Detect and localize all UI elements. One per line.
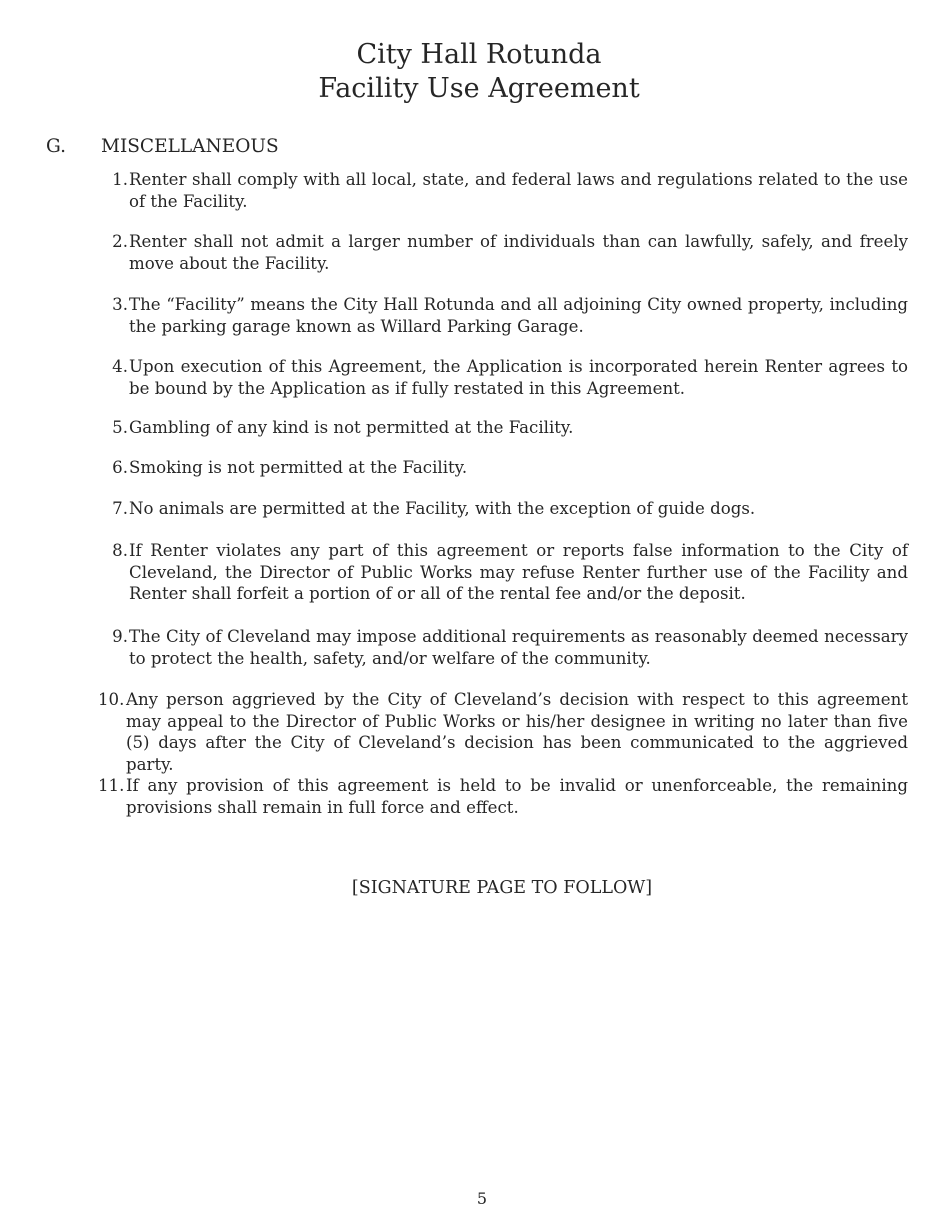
- list-item-number: 3.: [112, 295, 128, 314]
- list-item-number: 8.: [112, 541, 128, 560]
- list-item-number: 6.: [112, 458, 128, 477]
- section-title: MISCELLANEOUS: [101, 136, 279, 157]
- list-item-number: 5.: [112, 418, 128, 437]
- list-item-text: The “Facility” means the City Hall Rotunda and all adjoining City owned property, including the parking garage known as Willard Parking Garage.: [129, 295, 908, 336]
- list-item-text: Upon execution of this Agreement, the Application is incorporated herein Renter agrees to be bound by the Application as if fully restated in this Agreement.: [129, 357, 908, 398]
- list-item-text: If any provision of this agreement is held to be invalid or unenforceable, the remaining provisions shall remain in full force and effect.: [126, 776, 908, 817]
- list-item-number: 4.: [112, 357, 128, 376]
- list-item-text: No animals are permitted at the Facility, with the exception of guide dogs.: [129, 499, 756, 518]
- title-line-1: City Hall Rotunda: [356, 39, 602, 70]
- list-item-number: 9.: [112, 627, 128, 646]
- document-title: [0, 38, 950, 106]
- list-item-number: 2.: [112, 232, 128, 251]
- list-item-text: Gambling of any kind is not permitted at the Facility.: [129, 418, 574, 437]
- list-item-text: Renter shall comply with all local, state, and federal laws and regulations related to the use of the Facility.: [129, 170, 908, 211]
- list-item-number: 10.: [98, 690, 125, 709]
- list-item-text: If Renter violates any part of this agreement or reports false information to the City of Cleveland, the Director of Public Works may refuse Renter further use of the Facility and Renter shall forfeit a portion of or all of the rental fee and/or the deposit.: [129, 541, 908, 603]
- list-item-number: 11.: [98, 776, 125, 795]
- list-item-text: The City of Cleveland may impose additional requirements as reasonably deemed necessary to protect the health, safety, and/or welfare of the community.: [129, 627, 908, 668]
- signature-page-note: [SIGNATURE PAGE TO FOLLOW]: [351, 878, 653, 898]
- list-item-number: 1.: [112, 170, 128, 189]
- list-item-number: 7.: [112, 499, 128, 518]
- section-letter: G.: [46, 136, 66, 157]
- list-item-text: Any person aggrieved by the City of Cleveland’s decision with respect to this agreement may appeal to the Director of Public Works or his/her designee in writing no later than five (5) days after the City of Cleveland’s decision has been communicated to the aggrieved party.: [126, 690, 908, 774]
- list-item-text: Smoking is not permitted at the Facility.: [129, 458, 468, 477]
- list-item-text: Renter shall not admit a larger number of individuals than can lawfully, safely, and freely move about the Facility.: [129, 232, 908, 273]
- title-line-2: Facility Use Agreement: [318, 73, 640, 104]
- page-number: 5: [476, 1189, 488, 1208]
